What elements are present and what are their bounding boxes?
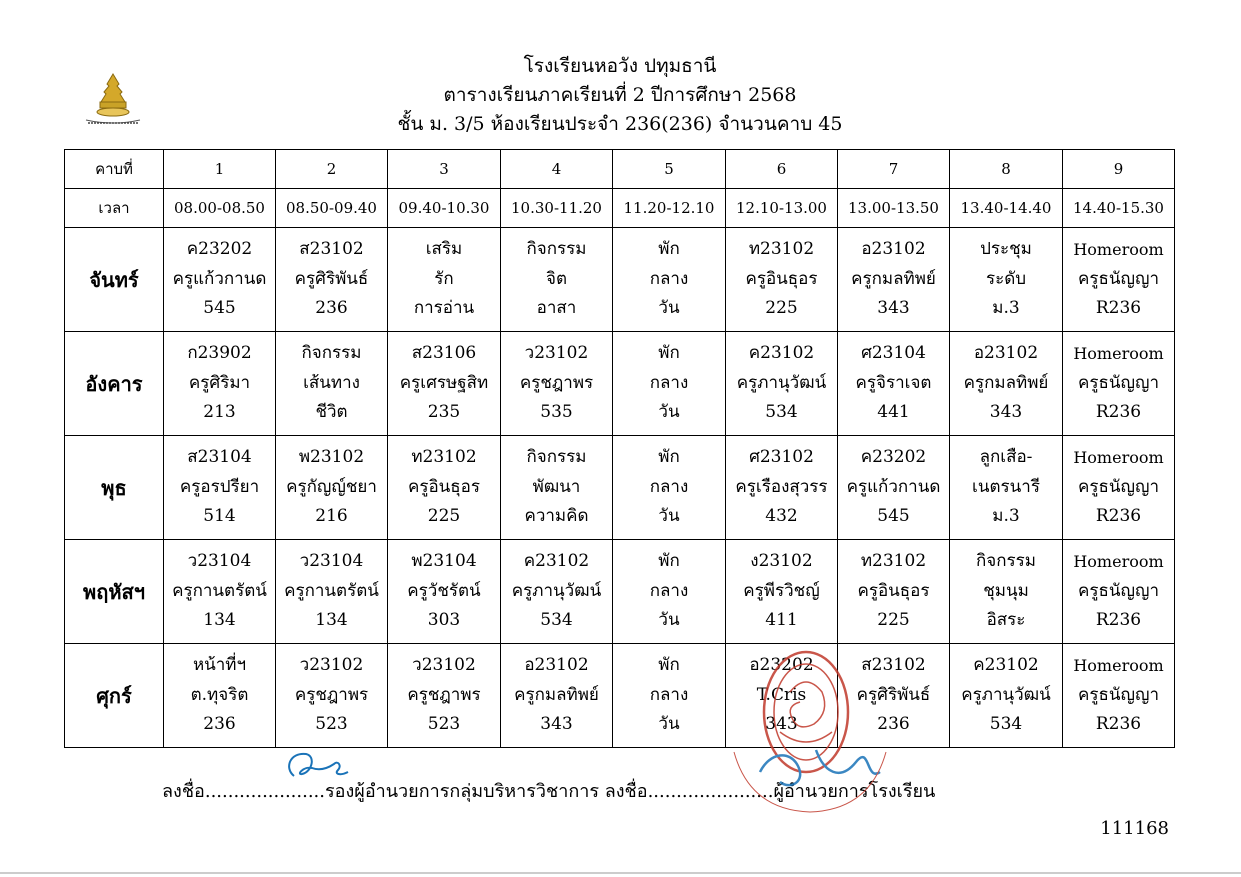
subject-code: พ23102 xyxy=(298,447,365,468)
teacher-name: ครูธนัญญา xyxy=(1077,580,1159,601)
teacher-name: เส้นทาง xyxy=(303,372,360,393)
class-cell xyxy=(276,332,388,436)
teacher-name: ครูวัชรัตน์ xyxy=(407,580,481,601)
time-slot: 10.30-11.20 xyxy=(501,189,613,228)
teacher-name: ต.ทุจริต xyxy=(190,684,249,705)
room-number: R236 xyxy=(1095,714,1142,735)
subject-code: พัก xyxy=(658,551,680,572)
class-cell xyxy=(1063,228,1175,332)
teacher-name: ครูภานุวัฒน์ xyxy=(961,684,1051,705)
room-number: 213 xyxy=(203,402,236,423)
day-row xyxy=(65,540,1175,644)
time-slot: 12.10-13.00 xyxy=(726,189,838,228)
document-number: 111168 xyxy=(1100,818,1169,839)
period-number: 8 xyxy=(950,150,1063,189)
teacher-name: T.Cris xyxy=(756,684,807,705)
room-number: 225 xyxy=(427,506,461,527)
day-name: พุธ xyxy=(65,436,164,540)
class-cell xyxy=(950,540,1063,644)
room-number: 534 xyxy=(989,714,1023,735)
room-number: 535 xyxy=(540,402,573,423)
subject-code: ท23102 xyxy=(748,239,815,260)
teacher-name: ครูเศรษฐสิท xyxy=(399,372,489,393)
time-slot: 08.00-08.50 xyxy=(164,189,276,228)
teacher-name: กลาง xyxy=(649,684,689,705)
teacher-name: ครูธนัญญา xyxy=(1077,684,1159,705)
time-slot: 08.50-09.40 xyxy=(276,189,388,228)
subject-code: หน้าที่ฯ xyxy=(192,655,247,676)
subject-code: อ23102 xyxy=(524,655,589,676)
class-cell xyxy=(501,228,613,332)
signature-line: ลงชื่อ.....................รองผู้อำนวยการกลุ่มบริหารวิชาการ ลงชื่อ......................ผู้อำนวยการโรงเรียน xyxy=(162,781,936,802)
class-cell xyxy=(388,436,501,540)
period-number: 3 xyxy=(388,150,501,189)
room-number: 411 xyxy=(765,610,798,631)
class-cell xyxy=(950,332,1063,436)
teacher-name: กลาง xyxy=(649,580,689,601)
subject-code: ค23102 xyxy=(973,655,1039,676)
class-cell xyxy=(501,644,613,748)
room-number: 534 xyxy=(765,402,798,423)
class-info: ชั้น ม. 3/5 ห้องเรียนประจำ 236(236) จำนวนคาบ 45 xyxy=(397,113,843,135)
teacher-name: ครูศิริพันธ์ xyxy=(294,268,369,289)
class-cell xyxy=(613,436,726,540)
subject-code: ค23202 xyxy=(186,239,253,260)
time-slot: 11.20-12.10 xyxy=(613,189,726,228)
class-cell xyxy=(164,644,276,748)
class-cell xyxy=(838,228,950,332)
teacher-name: กลาง xyxy=(649,372,689,393)
day-row xyxy=(65,228,1175,332)
page-header xyxy=(240,52,1000,139)
subject-code: ว23104 xyxy=(187,551,252,572)
teacher-name: ครูภานุวัฒน์ xyxy=(511,580,602,601)
bottom-divider xyxy=(0,872,1241,874)
class-cell xyxy=(276,644,388,748)
day-row xyxy=(65,644,1175,748)
room-number: 134 xyxy=(203,610,236,631)
room-number: 343 xyxy=(989,402,1023,423)
room-number: 441 xyxy=(877,402,910,423)
subject-code: เสริม xyxy=(425,239,463,260)
class-cell xyxy=(838,436,950,540)
room-number: 514 xyxy=(203,506,236,527)
class-cell xyxy=(838,332,950,436)
class-cell xyxy=(950,436,1063,540)
room-number: 236 xyxy=(315,298,348,319)
subject-code: พัก xyxy=(658,655,680,676)
subject-code: ค23102 xyxy=(523,551,590,572)
teacher-name: ครูธนัญญา xyxy=(1077,476,1159,497)
room-number: R236 xyxy=(1095,506,1142,527)
subject-code: อ23202 xyxy=(749,655,814,676)
period-number: 7 xyxy=(838,150,950,189)
room-number: 534 xyxy=(540,610,573,631)
room-number: 236 xyxy=(203,714,236,735)
time-slot: 13.00-13.50 xyxy=(838,189,950,228)
room-number: R236 xyxy=(1095,610,1142,631)
room-number: 216 xyxy=(315,506,348,527)
room-number: ม.3 xyxy=(992,506,1020,527)
teacher-name: ครูอรปรียา xyxy=(179,476,260,497)
class-cell xyxy=(388,228,501,332)
class-cell xyxy=(1063,436,1175,540)
teacher-name: ครูกมลทิพย์ xyxy=(514,684,599,705)
teacher-name: ระดับ xyxy=(985,268,1027,289)
teacher-name: รัก xyxy=(434,268,454,289)
time-slot: 09.40-10.30 xyxy=(388,189,501,228)
day-name: จันทร์ xyxy=(65,228,164,332)
teacher-name: จิต xyxy=(545,268,567,289)
subject-code: ท23102 xyxy=(860,551,927,572)
class-cell xyxy=(276,540,388,644)
subject-code: กิจกรรม xyxy=(975,551,1036,572)
class-cell xyxy=(613,644,726,748)
subject-code: ศ23104 xyxy=(861,343,926,364)
teacher-name: ครูชฎาพร xyxy=(519,372,594,393)
period-number: 2 xyxy=(276,150,388,189)
teacher-name: เนตรนารี xyxy=(972,476,1040,497)
class-cell xyxy=(1063,540,1175,644)
room-number: ความคิด xyxy=(524,506,589,527)
room-number: 523 xyxy=(315,714,348,735)
class-cell xyxy=(501,332,613,436)
time-slot: 14.40-15.30 xyxy=(1063,189,1175,228)
room-number: 134 xyxy=(315,610,348,631)
day-row xyxy=(65,332,1175,436)
day-name: พฤหัสฯ xyxy=(65,540,164,644)
room-number: วัน xyxy=(658,714,680,735)
subject-code: ว23102 xyxy=(299,655,364,676)
time-label: เวลา xyxy=(65,189,164,228)
day-name: อังคาร xyxy=(65,332,164,436)
subject-code: กิจกรรม xyxy=(301,343,362,364)
teacher-name: ครูศิริมา xyxy=(188,372,251,393)
subject-code: พัก xyxy=(658,239,680,260)
period-header-row xyxy=(65,150,1175,189)
period-number: 9 xyxy=(1063,150,1175,189)
room-number: 303 xyxy=(427,610,461,631)
teacher-name: ครูอินธุอร xyxy=(745,268,818,289)
class-cell xyxy=(613,228,726,332)
room-number: การอ่าน xyxy=(413,298,475,319)
subject-code: ว23102 xyxy=(412,655,476,676)
room-number: ม.3 xyxy=(992,298,1020,319)
subject-code: กิจกรรม xyxy=(526,447,587,468)
class-cell xyxy=(950,644,1063,748)
class-cell xyxy=(388,644,501,748)
class-cell xyxy=(501,436,613,540)
room-number: อิสระ xyxy=(986,610,1026,631)
period-number: 1 xyxy=(164,150,276,189)
room-number: 343 xyxy=(765,714,798,735)
teacher-name: ครูชฎาพร xyxy=(294,684,369,705)
teacher-name: ครูจิราเจต xyxy=(855,372,932,393)
room-number: 225 xyxy=(765,298,798,319)
school-logo xyxy=(78,70,148,130)
period-number: 6 xyxy=(726,150,838,189)
class-cell xyxy=(388,332,501,436)
room-number: อาสา xyxy=(536,298,577,319)
teacher-name: ครูธนัญญา xyxy=(1077,268,1159,289)
subject-code: ว23102 xyxy=(524,343,589,364)
subject-code: ส23104 xyxy=(187,447,252,468)
teacher-name: ครูอินธุอร xyxy=(407,476,481,497)
teacher-name: ครูกมลทิพย์ xyxy=(963,372,1049,393)
subject-code: ส23106 xyxy=(411,343,477,364)
teacher-name: ครูศิริพันธ์ xyxy=(856,684,931,705)
subject-code: ว23104 xyxy=(299,551,364,572)
subject-code: Homeroom xyxy=(1073,656,1164,676)
school-stamp xyxy=(720,632,900,822)
class-cell xyxy=(164,436,276,540)
class-cell xyxy=(164,540,276,644)
subject-code: อ23102 xyxy=(973,343,1039,364)
subject-code: พ23104 xyxy=(411,551,477,572)
subject-code: ส23102 xyxy=(299,239,364,260)
room-number: 225 xyxy=(877,610,910,631)
subject-code: Homeroom xyxy=(1073,552,1164,572)
teacher-name: ครูเรืองสุวรร xyxy=(735,476,828,497)
teacher-name: ครูกานตรัตน์ xyxy=(284,580,379,601)
subject-code: Homeroom xyxy=(1073,240,1164,260)
subject-code: อ23102 xyxy=(861,239,926,260)
teacher-name: ครูพีรวิชญ์ xyxy=(743,580,820,601)
class-cell xyxy=(726,540,838,644)
subject-code: ส23102 xyxy=(861,655,926,676)
class-cell xyxy=(1063,332,1175,436)
subject-code: Homeroom xyxy=(1073,344,1164,364)
teacher-name: ครูแก้วกานด xyxy=(172,268,267,289)
subject-code: กิจกรรม xyxy=(526,239,587,260)
class-cell xyxy=(276,228,388,332)
subject-code: Homeroom xyxy=(1073,448,1164,468)
class-cell xyxy=(726,436,838,540)
room-number: วัน xyxy=(658,506,680,527)
room-number: ชีวิต xyxy=(315,402,348,423)
teacher-name: ครูชฎาพร xyxy=(407,684,481,705)
subject-code: ประชุม xyxy=(980,239,1032,260)
room-number: 343 xyxy=(877,298,910,319)
teacher-name: ครูกมลทิพย์ xyxy=(851,268,936,289)
class-cell xyxy=(613,332,726,436)
teacher-name: ครูธนัญญา xyxy=(1077,372,1159,393)
time-row xyxy=(65,189,1175,228)
term-title: ตารางเรียนภาคเรียนที่ 2 ปีการศึกษา 2568 xyxy=(443,84,797,106)
timetable xyxy=(64,149,1175,748)
class-cell xyxy=(1063,644,1175,748)
time-slot: 13.40-14.40 xyxy=(950,189,1063,228)
class-cell xyxy=(613,540,726,644)
school-name: โรงเรียนหอวัง ปทุมธานี xyxy=(523,55,717,77)
class-cell xyxy=(164,332,276,436)
subject-code: ก23902 xyxy=(187,343,252,364)
teacher-name: ครูกานตรัตน์ xyxy=(172,580,267,601)
period-label: คาบที่ xyxy=(65,150,164,189)
teacher-name: ครูกัญญ์ชยา xyxy=(286,476,377,497)
period-number: 5 xyxy=(613,150,726,189)
class-cell xyxy=(838,540,950,644)
room-number: วัน xyxy=(658,402,680,423)
room-number: R236 xyxy=(1095,298,1142,319)
class-cell xyxy=(276,436,388,540)
day-row xyxy=(65,436,1175,540)
subject-code: ง23102 xyxy=(750,551,813,572)
class-cell xyxy=(950,228,1063,332)
teacher-name: ครูแก้วกานด xyxy=(846,476,941,497)
room-number: 523 xyxy=(427,714,461,735)
teacher-name: ชุมนุม xyxy=(983,580,1029,601)
room-number: 545 xyxy=(203,298,236,319)
room-number: 235 xyxy=(427,402,461,423)
subject-code: ลูกเสือ- xyxy=(979,447,1033,468)
class-cell xyxy=(388,540,501,644)
teacher-name: ครูอินธุอร xyxy=(857,580,930,601)
teacher-name: กลาง xyxy=(649,476,689,497)
class-cell xyxy=(164,228,276,332)
subject-code: ท23102 xyxy=(411,447,477,468)
teacher-name: พัฒนา xyxy=(532,476,581,497)
subject-code: พัก xyxy=(658,343,680,364)
subject-code: ศ23102 xyxy=(749,447,814,468)
teacher-name: ครูภานุวัฒน์ xyxy=(736,372,827,393)
room-number: 545 xyxy=(877,506,910,527)
day-name: ศุกร์ xyxy=(65,644,164,748)
class-cell xyxy=(726,228,838,332)
period-number: 4 xyxy=(501,150,613,189)
room-number: วัน xyxy=(658,610,680,631)
subject-code: พัก xyxy=(658,447,680,468)
subject-code: ค23102 xyxy=(748,343,815,364)
room-number: 343 xyxy=(540,714,573,735)
room-number: R236 xyxy=(1095,402,1142,423)
subject-code: ค23202 xyxy=(860,447,927,468)
room-number: 236 xyxy=(877,714,910,735)
class-cell xyxy=(501,540,613,644)
teacher-name: กลาง xyxy=(649,268,689,289)
room-number: วัน xyxy=(658,298,680,319)
class-cell xyxy=(726,332,838,436)
room-number: 432 xyxy=(765,506,798,527)
